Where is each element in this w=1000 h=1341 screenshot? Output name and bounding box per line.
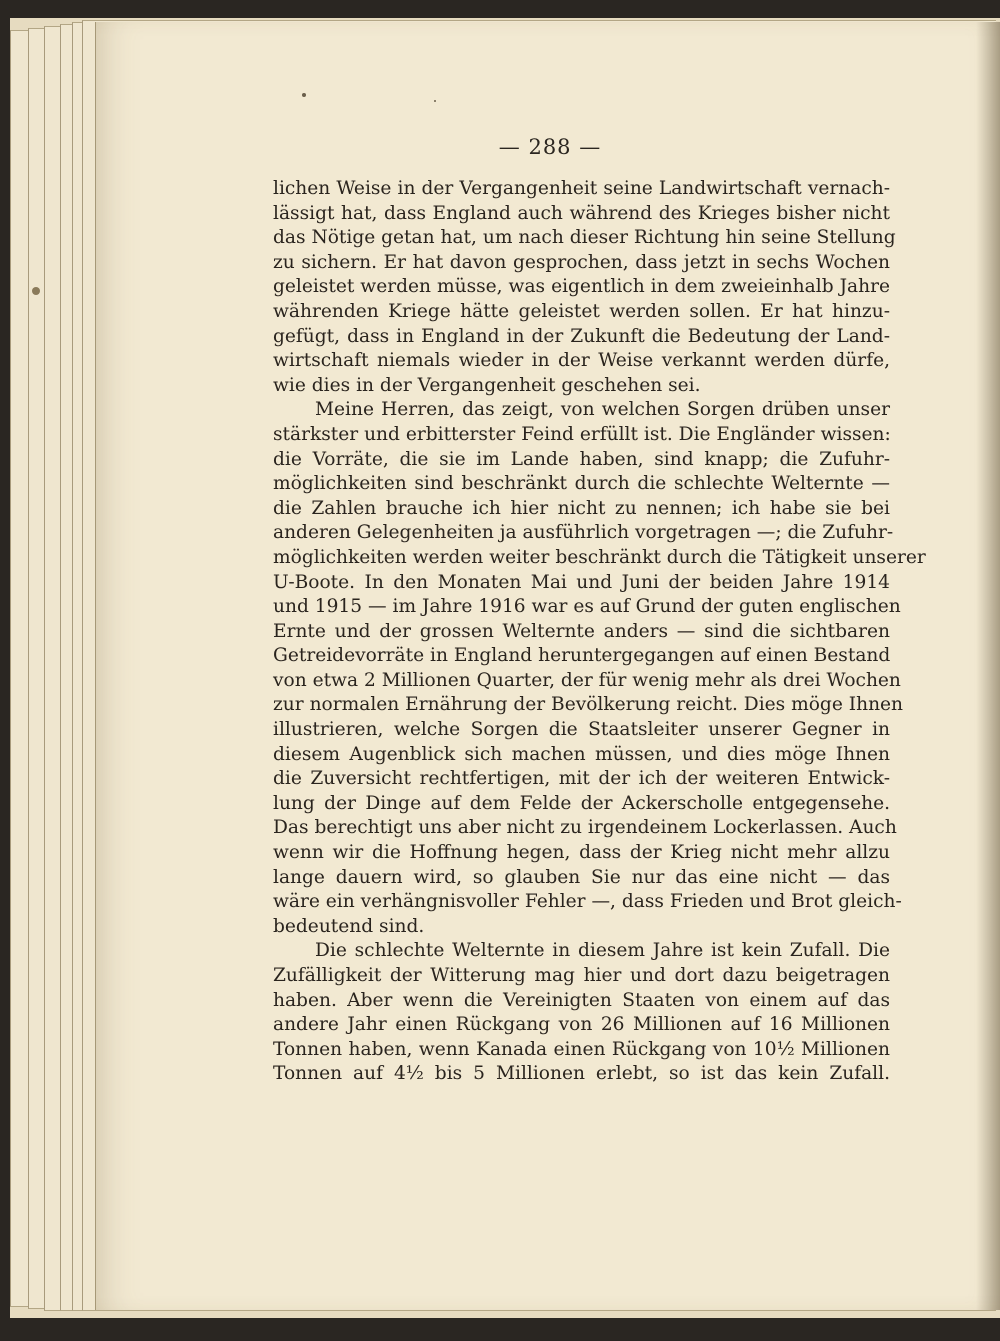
text-line: Die schlechte Welternte in diesem Jahre ist kein Zufall. Die: [315, 940, 890, 962]
text-line: die Vorräte, die sie im Lande haben, sind knapp; die Zufuhr-: [273, 448, 890, 470]
text-line: von etwa 2 Millionen Quarter, der für wenig mehr als drei Wochen: [273, 669, 901, 691]
page-speck: [32, 287, 40, 295]
page-speck: [434, 100, 436, 102]
page-speck: [302, 93, 306, 97]
text-line: Meine Herren, das zeigt, von welchen Sorgen drüben unser: [315, 399, 890, 421]
text-line: stärkster und erbitterster Feind erfüllt ist. Die Engländer wissen:: [273, 423, 891, 445]
text-line: wirtschaft niemals wieder in der Weise verkannt werden dürfe,: [273, 350, 890, 372]
text-line: U-Boote. In den Monaten Mai und Juni der beiden Jahre 1914: [273, 571, 890, 593]
page-gutter-shadow: [976, 22, 1000, 1310]
text-line: wenn wir die Hoffnung hegen, dass der Krieg nicht mehr allzu: [273, 842, 890, 864]
text-line: illustrieren, welche Sorgen die Staatsleiter unserer Gegner in: [273, 719, 890, 741]
text-line: zur normalen Ernährung der Bevölkerung reicht. Dies möge Ihnen: [273, 694, 904, 716]
text-line: Zufälligkeit der Witterung mag hier und dort dazu beigetragen: [273, 965, 890, 986]
text-line: andere Jahr einen Rückgang von 26 Millionen auf 16 Millionen: [273, 1014, 890, 1036]
text-line: lässigt hat, dass England auch während des Krieges bisher nicht: [273, 202, 890, 224]
text-line: Getreidevorräte in England heruntergegangen auf einen Bestand: [273, 645, 891, 667]
text-line: bedeutend sind.: [273, 915, 425, 937]
page-number: — 288 —: [498, 135, 602, 159]
text-line: zu sichern. Er hat davon gesprochen, dass jetzt in sechs Wochen: [273, 251, 890, 273]
text-line: haben. Aber wenn die Vereinigten Staaten von einem auf das: [273, 989, 890, 1011]
text-line: möglichkeiten werden weiter beschränkt durch die Tätigkeit unserer: [273, 546, 926, 568]
text-line: Ernte und der grossen Welternte anders — sind die sichtbaren: [273, 620, 890, 642]
text-line: Das berechtigt uns aber nicht zu irgendeinem Lockerlassen. Auch: [273, 817, 897, 839]
text-line: anderen Gelegenheiten ja ausführlich vorgetragen —; die Zufuhr-: [273, 522, 894, 544]
text-line: lung der Dinge auf dem Felde der Ackerscholle entgegensehe.: [273, 792, 890, 814]
text-line: Tonnen auf 4½ bis 5 Millionen erlebt, so ist das kein Zufall.: [273, 1063, 890, 1085]
body-text: [273, 177, 926, 1087]
text-line: währenden Kriege hätte geleistet werden sollen. Er hat hinzu-: [273, 300, 890, 322]
text-line: geleistet werden müsse, was eigentlich in dem zweieinhalb Jahre: [273, 276, 890, 298]
text-line: gefügt, dass in England in der Zukunft die Bedeutung der Land-: [273, 325, 890, 347]
text-line: wäre ein verhängnisvoller Fehler —, dass Frieden und Brot gleich-: [273, 891, 902, 913]
text-line: wie dies in der Vergangenheit geschehen sei.: [273, 374, 701, 396]
text-line: und 1915 — im Jahre 1916 war es auf Grund der guten englischen: [273, 596, 901, 618]
text-line: Tonnen haben, wenn Kanada einen Rückgang von 10½ Millionen: [273, 1038, 890, 1060]
text-line: diesem Augenblick sich machen müssen, und dies möge Ihnen: [273, 743, 890, 765]
text-line: die Zahlen brauche ich hier nicht zu nennen; ich habe sie bei: [273, 497, 890, 519]
text-line: lichen Weise in der Vergangenheit seine Landwirtschaft vernach-: [273, 178, 890, 199]
text-line: das Nötige getan hat, um nach dieser Richtung hin seine Stellung: [273, 227, 896, 249]
text-line: lange dauern wird, so glauben Sie nur das eine nicht — das: [273, 866, 890, 888]
text-line: die Zuversicht rechtfertigen, mit der ich der weiteren Entwick-: [273, 768, 890, 790]
text-line: möglichkeiten sind beschränkt durch die schlechte Welternte —: [273, 473, 890, 495]
